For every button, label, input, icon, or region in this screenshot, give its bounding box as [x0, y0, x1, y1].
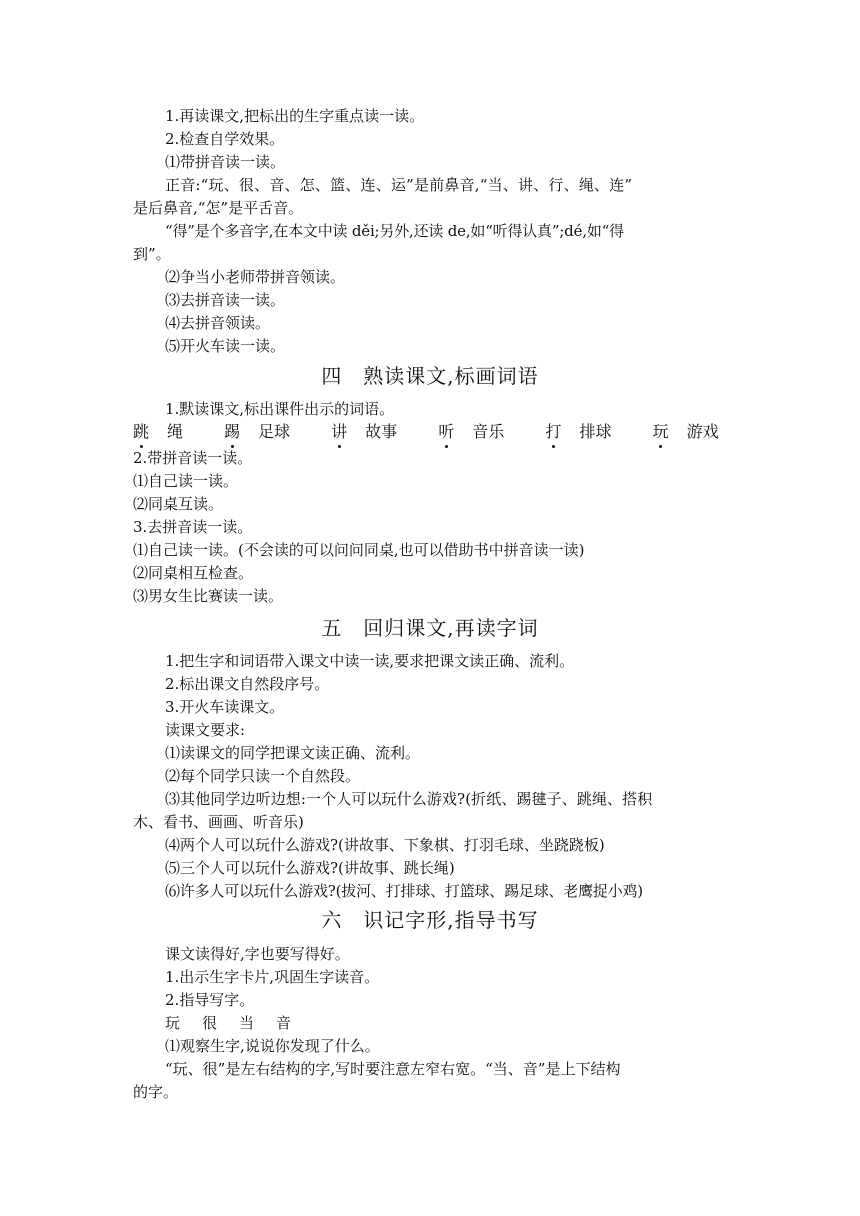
text-line: 课文读得好,字也要写得好。	[165, 945, 350, 963]
text-line: ⑸开火车读一读。	[165, 337, 286, 355]
text-line: ⑵每个同学只读一个自然段。	[165, 767, 361, 785]
text-line: ⑵同桌相互检查。	[133, 564, 254, 582]
text-line: 到”。	[133, 245, 171, 263]
text-line: ⑴带拼音读一读。	[165, 153, 286, 171]
text-line: ⑶男女生比赛读一读。	[133, 587, 284, 605]
section-heading: 四 熟读课文,标画词语	[321, 364, 539, 388]
vocab-word: 玩 游戏	[652, 422, 719, 441]
vocabulary-words	[133, 421, 755, 443]
text-line: ⑵同桌互读。	[133, 495, 224, 513]
character: 音	[276, 1014, 292, 1032]
text-line: 的字。	[133, 1083, 179, 1101]
vocab-word: 讲 故事	[331, 422, 398, 441]
text-line: ⑴自己读一读。(不会读的可以问问同桌,也可以借助书中拼音读一读)	[133, 541, 585, 559]
vocab-word: 听 音乐	[438, 422, 505, 441]
text-line: ⑶去拼音读一读。	[165, 291, 286, 309]
text-line: 3.开火车读课文。	[165, 698, 285, 716]
text-line: 2.检查自学效果。	[165, 130, 285, 148]
text-line: “玩、很”是左右结构的字,写时要注意左窄右宽。“当、音”是上下结构	[165, 1060, 621, 1078]
text-line: ⑷去拼音领读。	[165, 314, 271, 332]
text-line: 1.默读课文,标出课件出示的词语。	[165, 400, 395, 418]
text-line: ⑹许多人可以玩什么游戏?(拔河、打排球、打篮球、踢足球、老鹰捉小鸡)	[165, 882, 643, 900]
text-line: ⑸三个人可以玩什么游戏?(讲故事、跳长绳)	[165, 859, 455, 877]
text-line: 2.标出课文自然段序号。	[165, 675, 330, 693]
text-line: 1.再读课文,把标出的生字重点读一读。	[165, 107, 425, 125]
character: 很	[202, 1014, 218, 1032]
text-line: 3.去拼音读一读。	[133, 518, 253, 536]
character-list	[165, 1012, 313, 1034]
text-line: ⑴读课文的同学把课文读正确、流利。	[165, 744, 421, 762]
section-heading: 六 识记字形,指导书写	[321, 908, 539, 932]
vocab-word: 踢 足球	[224, 422, 291, 441]
text-line: ⑴观察生字,说说你发现了什么。	[165, 1037, 380, 1055]
text-line: ⑴自己读一读。	[133, 472, 239, 490]
text-line: 1.把生字和词语带入课文中读一读,要求把课文读正确、流利。	[165, 652, 575, 670]
text-line: 1.出示生字卡片,巩固生字读音。	[165, 968, 380, 986]
text-line: 2.带拼音读一读。	[133, 449, 253, 467]
text-line: 正音:“玩、很、音、怎、篮、连、运”是前鼻音,“当、讲、行、绳、连”	[165, 176, 633, 194]
character: 玩	[165, 1014, 181, 1032]
text-line: ⑵争当小老师带拼音领读。	[165, 268, 346, 286]
text-line: 是后鼻音,“怎”是平舌音。	[133, 199, 304, 217]
vocab-word: 打 排球	[545, 422, 612, 441]
text-line: ⑷两个人可以玩什么游戏?(讲故事、下象棋、打羽毛球、坐跷跷板)	[165, 836, 605, 854]
text-line: “得”是个多音字,在本文中读 děi;另外,还读 de,如“听得认真”;dé,如“得	[165, 222, 624, 240]
text-line: ⑶其他同学边听边想:一个人可以玩什么游戏?(折纸、踢毽子、跳绳、搭积	[165, 790, 653, 808]
character: 当	[239, 1014, 255, 1032]
section-heading: 五 回归课文,再读字词	[321, 616, 539, 640]
text-line: 木、看书、画画、听音乐)	[133, 813, 304, 831]
text-line: 读课文要求:	[165, 721, 246, 739]
text-line: 2.指导写字。	[165, 991, 255, 1009]
vocab-word: 跳 绳	[133, 422, 184, 441]
